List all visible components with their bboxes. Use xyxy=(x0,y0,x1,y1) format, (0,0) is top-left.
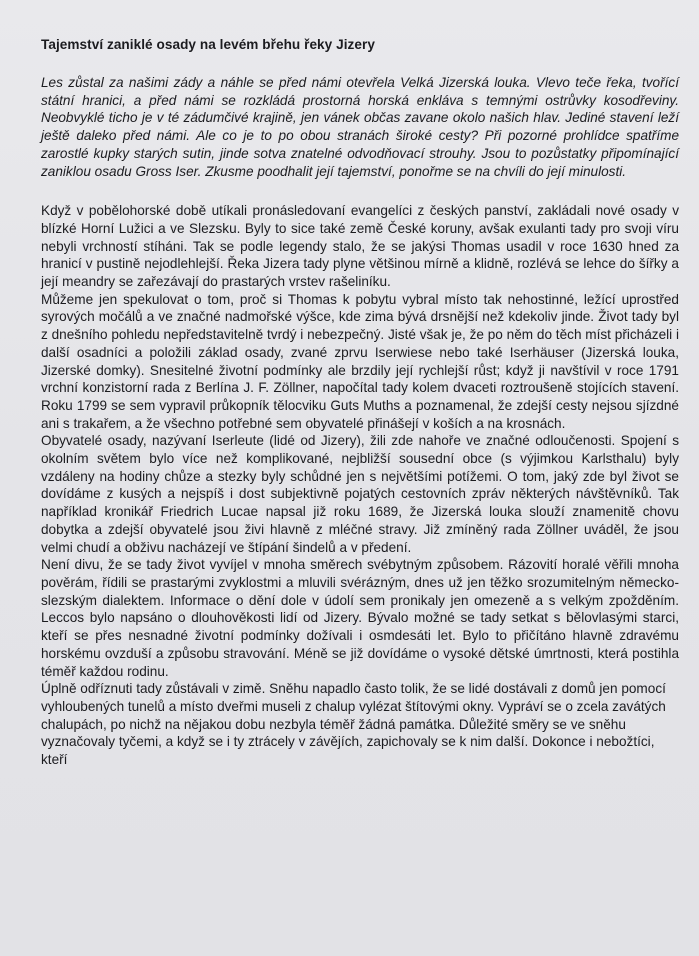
article-paragraph-4: Není divu, že se tady život vyvíjel v mnoha směrech svébytným způsobem. Rázovití horalé věřili mnoha pověrám, řídili se prastarými zvyklostmi a mluvili svérázným, dnes už jen těžko srozumitelným německo-slezským dialektem. Informace o dění dole v údolí sem pronikaly jen omezeně a s velkým zpožděním. Leccos bylo napsáno o dlouhověkosti lidí od Jizery. Bývalo možné se tady setkat s bělovlasými starci, kteří se přes nesnadné životní podmínky dožívali i osmdesáti let. Bylo to přičítáno hlavně zdravému horskému ovzduší a způsobu stravování. Méně se již dovídáme o vysoké dětské úmrtnosti, která postihla téměř každou rodinu. xyxy=(41,557,679,679)
article-title: Tajemství zaniklé osady na levém břehu řeky Jizery xyxy=(41,37,375,52)
article-paragraph-3: Obyvatelé osady, nazývaní Iserleute (lidé od Jizery), žili zde nahoře ve značné odloučenosti. Spojení s okolním světem bylo více než komplikované, nejbližší sousední obce (s výjimkou Karlsthalu) byly vzdáleny na hodiny chůze a stezky byly schůdné jen s největšími potížemi. O tom, jaký zde byl život se dovídáme z kusých a nejspíš i dost subjektivně pojatých cestovních zpráv některých návštěvníků. Tak například kronikář Friedrich Lucae napsal již roku 1689, že Jizerská louka slouží znamenitě chovu dobytka a zdejší obyvatelé jsou živi hlavně z mléčné stravy. Již zmíněný rada Zöllner uváděl, že jsou velmi chudí a obživu nacházejí ve štípání šindelů a v předení. xyxy=(41,433,679,555)
article-intro: Les zůstal za našimi zády a náhle se před námi otevřela Velká Jizerská louka. Vlevo teče řeka, tvořící státní hranici, a před námi se rozkládá prostorná horská enkláva s temnými ostrůvky kosodřeviny. Neobvyklé ticho je v té zádumčivé krajině, jen vánek občas zavane okolo našich hlav. Jediné stavení leží ještě daleko před námi. Ale co je to po obou stranách široké cesty? Při pozorné prohlídce spatříme zarostlé kupky starých sutin, jinde sotva znatelné odvodňovací strouhy. Jsou to pozůstatky připomínající zaniklou osadu Gross Iser. Zkusme poodhalit její tajemství, ponořme se na chvíli do její minulosti. xyxy=(41,75,679,179)
article-paragraph-2: Můžeme jen spekulovat o tom, proč si Thomas k pobytu vybral místo tak nehostinné, ležící uprostřed syrových močálů a ve značné nadmořské výšce, kde zima bývá drsnější než kdekoliv jinde. Život tady byl z dnešního pohledu nepředstavitelně tvrdý i nebezpečný. Jisté však je, že po něm do těch míst přicházeli i další osadníci a položili základ osady, zvané zprvu Iserwiese nebo také Iserhäuser (Jizerská louka, Jizerské domky). Snesitelné životní podmínky ale brzdily její rychlejší růst; když ji navštívil v roce 1791 vrchní konzistorní rada z Berlína J. F. Zöllner, napočítal tady kolem dvaceti roztroušeně stojících stavení. Roku 1799 se sem vypravil průkopník tělocviku Guts Muths a poznamenal, že zdejší cesty nejsou sjízdné ani s trakařem, a že všechno potřebné sem obyvatelé přinášejí v koších a na krosnách. xyxy=(41,291,679,431)
article-paragraph-1: Když v pobělohorské době utíkali pronásledovaní evangelíci z českých panství, zakládali nové osady v blízké Horní Lužici a ve Slezsku. Byly to sice také země České koruny, avšak exulanti tady pro svoji víru nebyli vrchností stíháni. Tak se podle legendy stalo, že se jakýsi Thomas usadil v roce 1630 hned za hranicí v pustině nejodlehlejší. Řeka Jizera tady plyne většinou mírně a klidně, rozlévá se lehce do šířky a její meandry se zařezávají do prastarých vrstev rašeliníku. xyxy=(41,203,679,290)
article-paragraph-5: Úplně odříznuti tady zůstávali v zimě. Sněhu napadlo často tolik, že se lidé dostávali z domů jen pomocí vyhloubených tunelů a místo dveřmi museli z chalup vylézat štítovými okny. Vypráví se o zcela zavátých chalupách, po nichž na nějakou dobu nezbyla téměř žádná památka. Důležité směry se ve sněhu vyznačovaly tyčemi, a když se i ty ztrácely v závějích, zapichovaly se k nim další. Dokonce i nebožtíci, kteří xyxy=(41,681,666,768)
